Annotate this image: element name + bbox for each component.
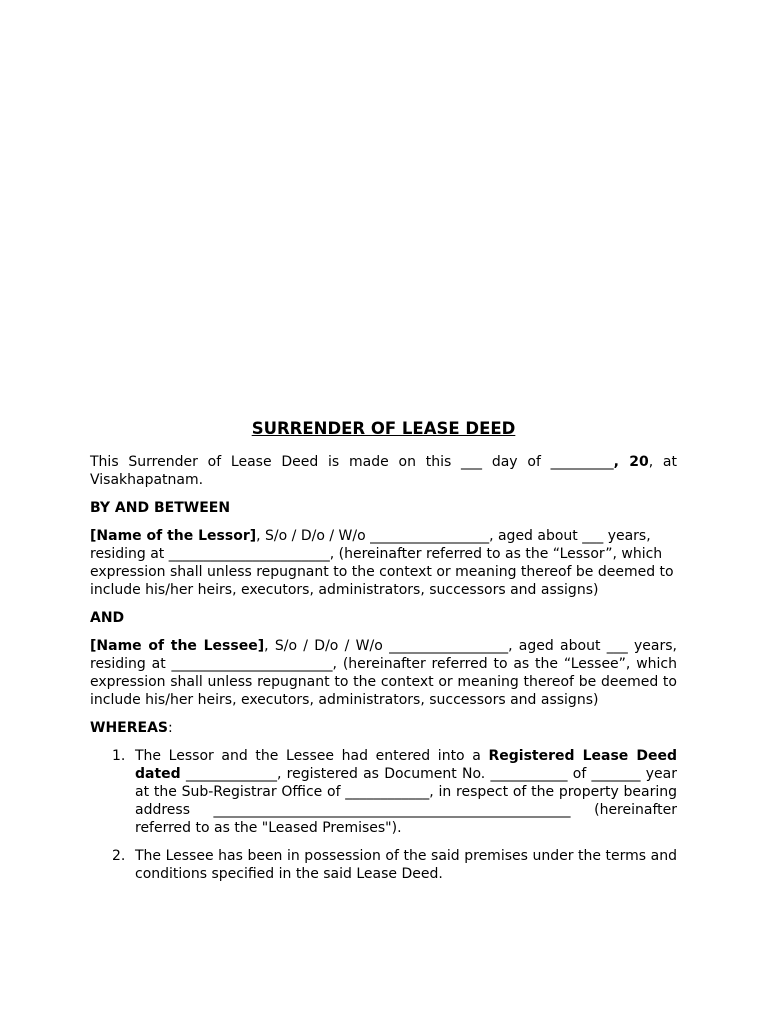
document-page	[90, 418, 677, 893]
clause-text: The Lessor and the Lessee had entered into a	[135, 748, 489, 764]
whereas-heading	[90, 719, 677, 737]
whereas-colon: :	[167, 720, 173, 736]
lessee-name: [Name of the Lessee]	[90, 638, 265, 654]
clause-number: 2.	[112, 848, 126, 864]
by-and-between-heading	[90, 499, 677, 517]
intro-paragraph	[90, 453, 677, 489]
clause-bold-text: Registered Lease Deed dated	[135, 748, 678, 782]
lessor-details: , S/o / D/o / W/o _________________, aged about ___ years, residing at _______________________, (hereinafter referred to as the “Lessor”, which expression shall unless repugnant to the context or meaning thereof be deemed to include his/her heirs, executors, administrators, successors and assigns)	[90, 528, 674, 598]
list-item	[90, 847, 677, 883]
whereas-clauses	[90, 747, 677, 883]
lessee-details: , S/o / D/o / W/o _________________, aged about ___ years, residing at _______________________, (hereinafter referred to as the “Lessee”, which expression shall unless repugnant to the context or meaning thereof be deemed to include his/her heirs, executors, administrators, successors and assigns)	[90, 638, 677, 708]
and-heading	[90, 609, 677, 627]
clause-text: The Lessee has been in possession of the said premises under the terms and conditions specified in the said Lease Deed.	[135, 848, 677, 882]
and-label: AND	[90, 610, 125, 626]
intro-year: , 20	[613, 454, 649, 470]
whereas-label: WHEREAS	[90, 720, 168, 736]
clause-text-continued: _____________, registered as Document No. ___________ of _______ year at the Sub-Registrar Office of ____________, in respect of the property bearing address ___________________________________________________ (hereinafter referred to as the "Leased Premises").	[135, 766, 677, 836]
document-title: SURRENDER OF LEASE DEED	[251, 419, 516, 438]
lessor-name: [Name of the Lessor]	[90, 528, 257, 544]
lessor-paragraph	[90, 527, 677, 599]
lessee-paragraph	[90, 637, 677, 709]
intro-place: , at Visakhapatnam.	[90, 454, 677, 488]
intro-text: This Surrender of Lease Deed is made on this ___ day of _________	[90, 454, 614, 470]
clause-number: 1.	[112, 748, 126, 764]
by-and-between-label: BY AND BETWEEN	[90, 500, 231, 516]
list-item	[90, 747, 677, 837]
